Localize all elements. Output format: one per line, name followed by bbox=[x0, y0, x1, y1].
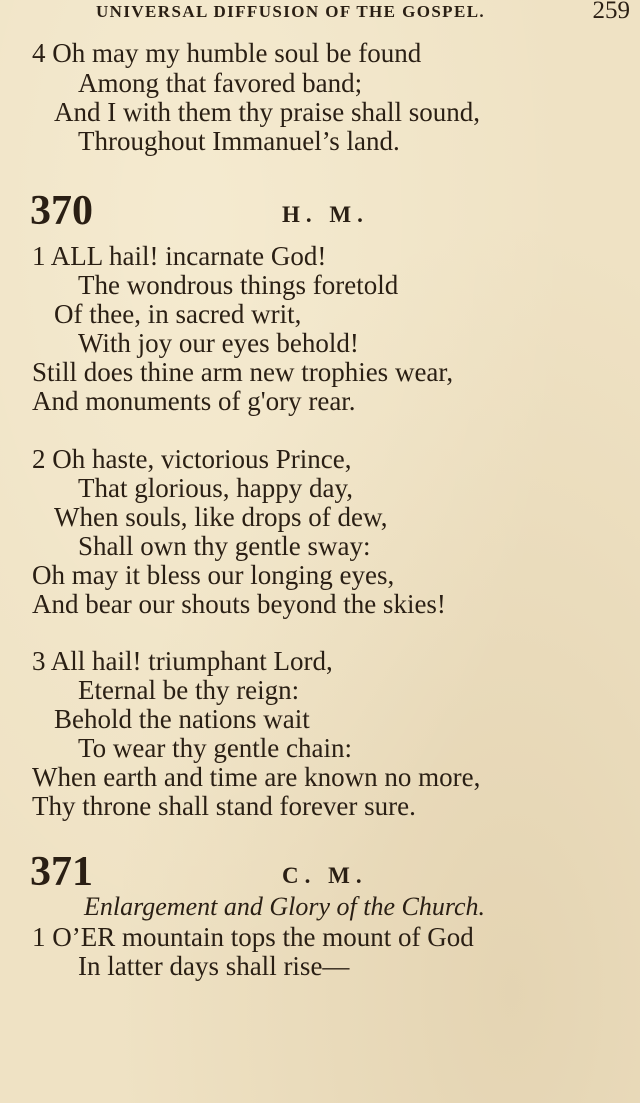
verse-line: Eternal be thy reign: bbox=[78, 675, 300, 705]
page-header bbox=[96, 0, 630, 26]
hymn-subtitle: Enlargement and Glory of the Church. bbox=[84, 892, 486, 921]
verse-line: That glorious, happy day, bbox=[78, 473, 353, 503]
verse-line: Behold the nations wait bbox=[54, 704, 310, 734]
verse-line: With joy our eyes behold! bbox=[78, 328, 359, 358]
verse-line: And monuments of g'ory rear. bbox=[32, 386, 356, 416]
hymn-meter: H. M. bbox=[282, 202, 369, 227]
verse-line: 1 ALL hail! incarnate God! bbox=[32, 241, 327, 271]
verse-line: And I with them thy praise shall sound, bbox=[54, 97, 480, 127]
hymn-number: 370 bbox=[30, 188, 93, 234]
verse-line: Of thee, in sacred writ, bbox=[54, 299, 302, 329]
verse-line: 1 O’ER mountain tops the mount of God bbox=[32, 922, 474, 952]
verse-line: Throughout Immanuel’s land. bbox=[78, 126, 400, 156]
verse-line: Shall own thy gentle sway: bbox=[78, 531, 371, 561]
hymn-number: 371 bbox=[30, 849, 93, 895]
verse-line: Oh may it bless our longing eyes, bbox=[32, 560, 395, 590]
verse-line: 4 Oh may my humble soul be found bbox=[32, 38, 422, 68]
verse-line: In latter days shall rise— bbox=[78, 951, 350, 981]
page-number: 259 bbox=[592, 0, 630, 24]
verse-line: The wondrous things foretold bbox=[78, 270, 399, 300]
verse-line: When souls, like drops of dew, bbox=[54, 502, 388, 532]
running-title: UNIVERSAL DIFFUSION OF THE GOSPEL. bbox=[96, 2, 486, 21]
hymn-meter: C. M. bbox=[282, 863, 368, 888]
verse-line: Still does thine arm new trophies wear, bbox=[32, 357, 454, 387]
verse-line: Thy throne shall stand forever sure. bbox=[32, 791, 416, 821]
verse-line: 2 Oh haste, victorious Prince, bbox=[32, 444, 352, 474]
verse-line: And bear our shouts beyond the skies! bbox=[32, 589, 446, 619]
verse-line: Among that favored band; bbox=[78, 68, 363, 98]
verse-line: When earth and time are known no more, bbox=[32, 762, 481, 792]
verse-line: To wear thy gentle chain: bbox=[78, 733, 353, 763]
verse-line: 3 All hail! triumphant Lord, bbox=[32, 646, 333, 676]
